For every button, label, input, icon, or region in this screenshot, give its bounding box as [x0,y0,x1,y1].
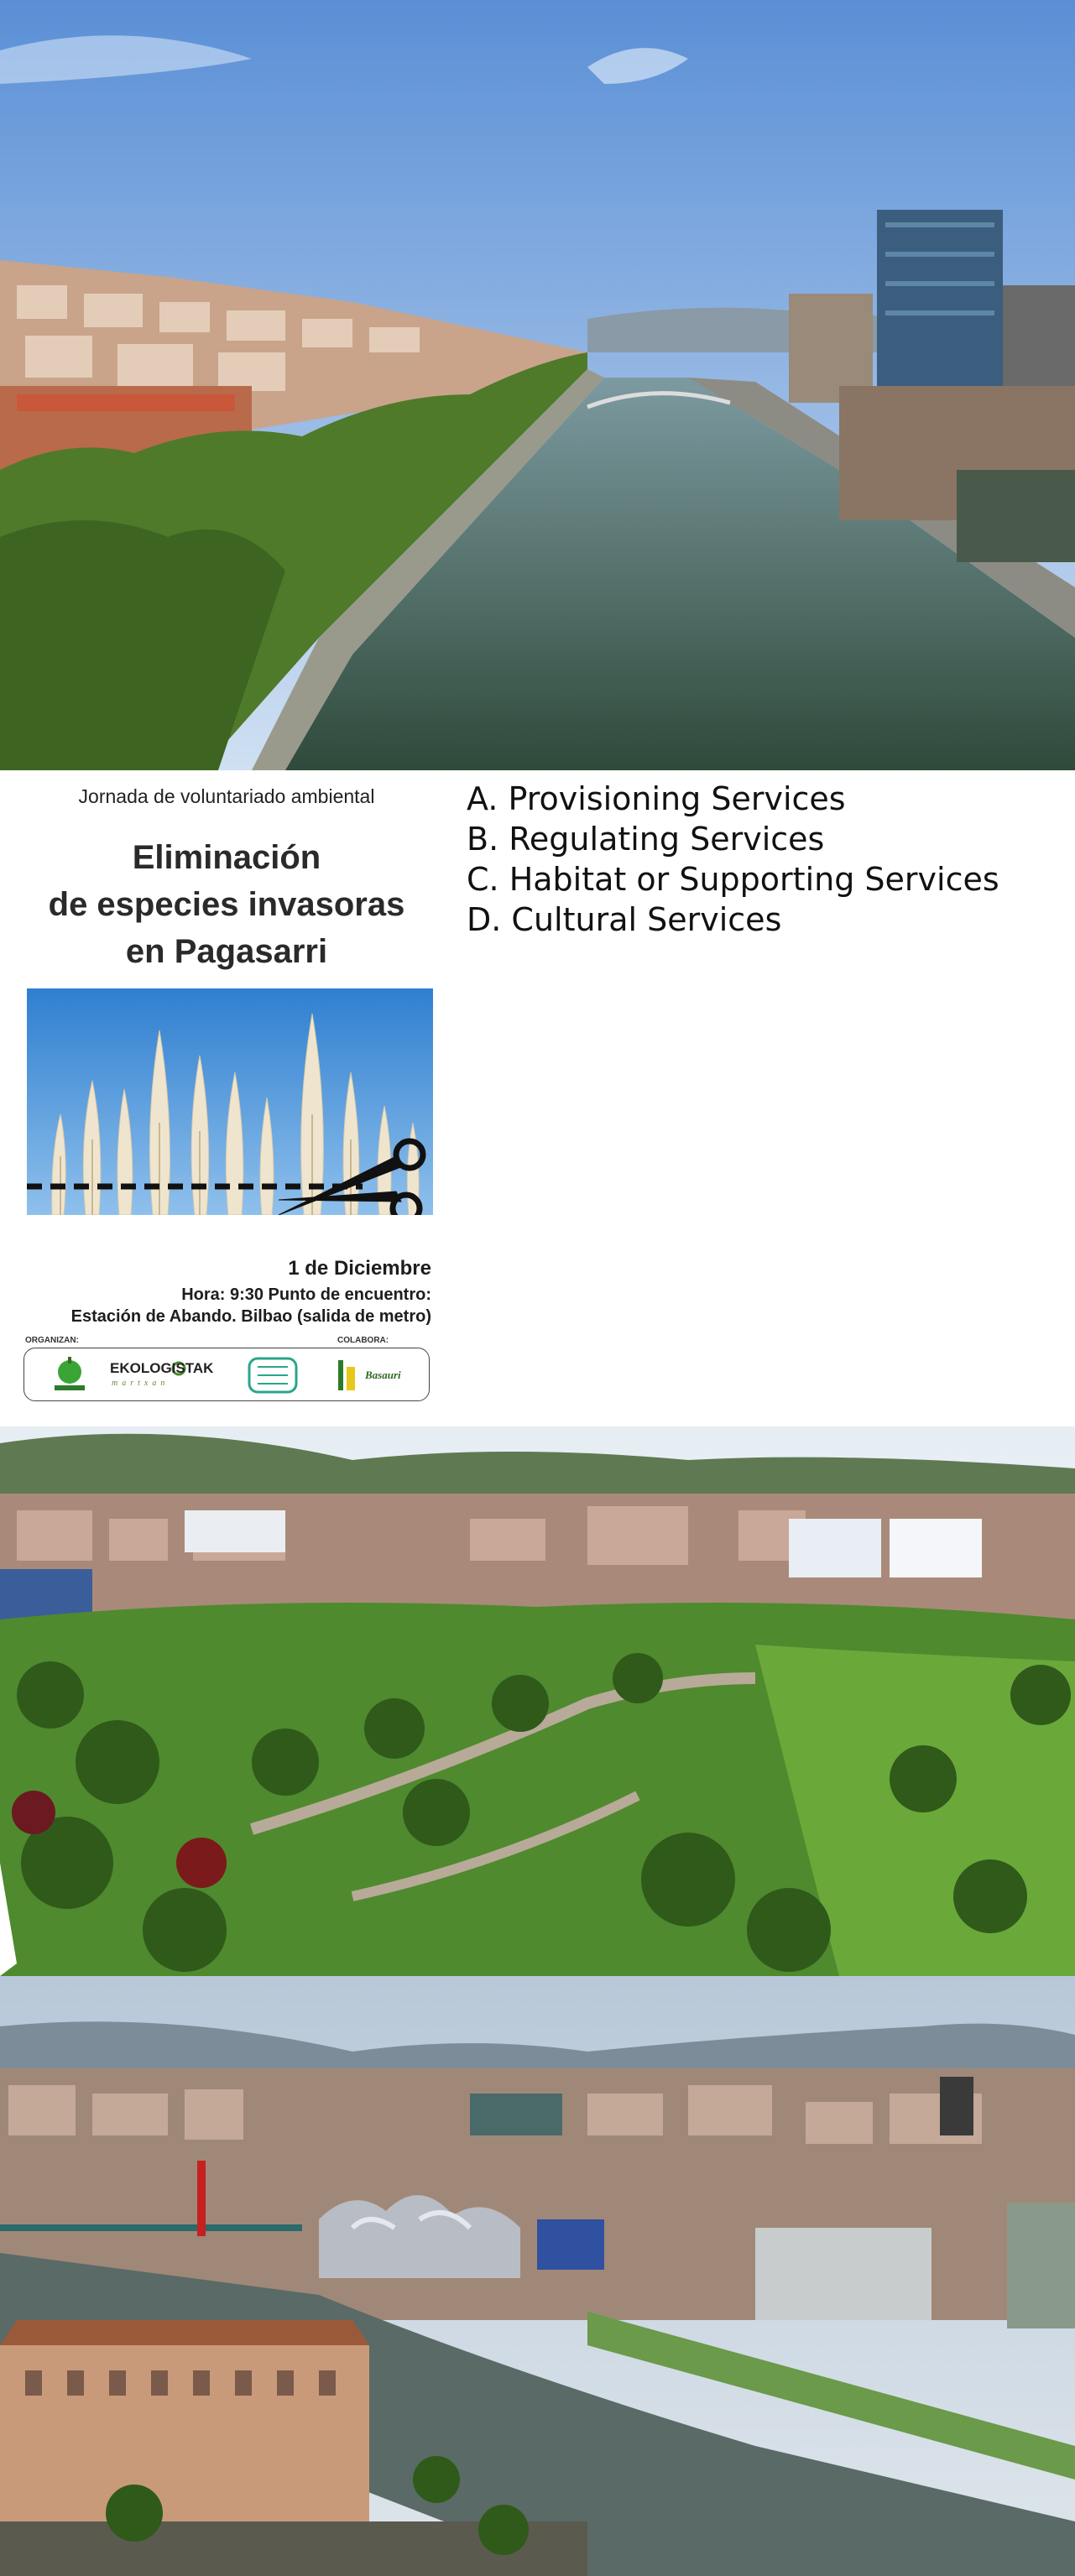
basauri-logo-icon [338,1360,355,1390]
globe-logo-icon [249,1358,296,1392]
answer-options [467,779,1071,940]
event-poster [0,770,453,1426]
ekologistak-logo-text: EKOLOGISTAK [110,1360,214,1376]
poster-title-line-2: de especies invasoras [48,886,405,923]
collaborator-label: COLABORA: [337,1336,389,1345]
ekologistak-logo-subtext: martxan [112,1379,170,1388]
option-a: A. Provisioning Services [467,780,846,817]
organizers-label: ORGANIZAN: [25,1336,79,1345]
poster-title-line-1: Eliminación [132,839,321,876]
event-time-line: Hora: 9:30 Punto de encuentro: [181,1285,431,1304]
sponsor-logos-strip [23,1348,430,1401]
pampas-grass-image [27,988,433,1215]
basauri-logo-text: Basauri [365,1369,401,1381]
river-photo [0,0,1075,770]
event-place-line: Estación de Abando. Bilbao (salida de metro) [70,1307,431,1326]
poster-kicker: Jornada de voluntariado ambiental [78,785,375,807]
option-b: B. Regulating Services [467,821,825,858]
poster-title-line-3: en Pagasarri [125,933,328,970]
option-d: D. Cultural Services [467,901,782,938]
city-guggenheim-photo [0,1976,1075,2576]
event-date: 1 de Diciembre [288,1257,431,1280]
option-c: C. Habitat or Supporting Services [467,861,999,898]
apple-logo-icon [55,1357,85,1390]
park-photo [0,1426,1075,1976]
